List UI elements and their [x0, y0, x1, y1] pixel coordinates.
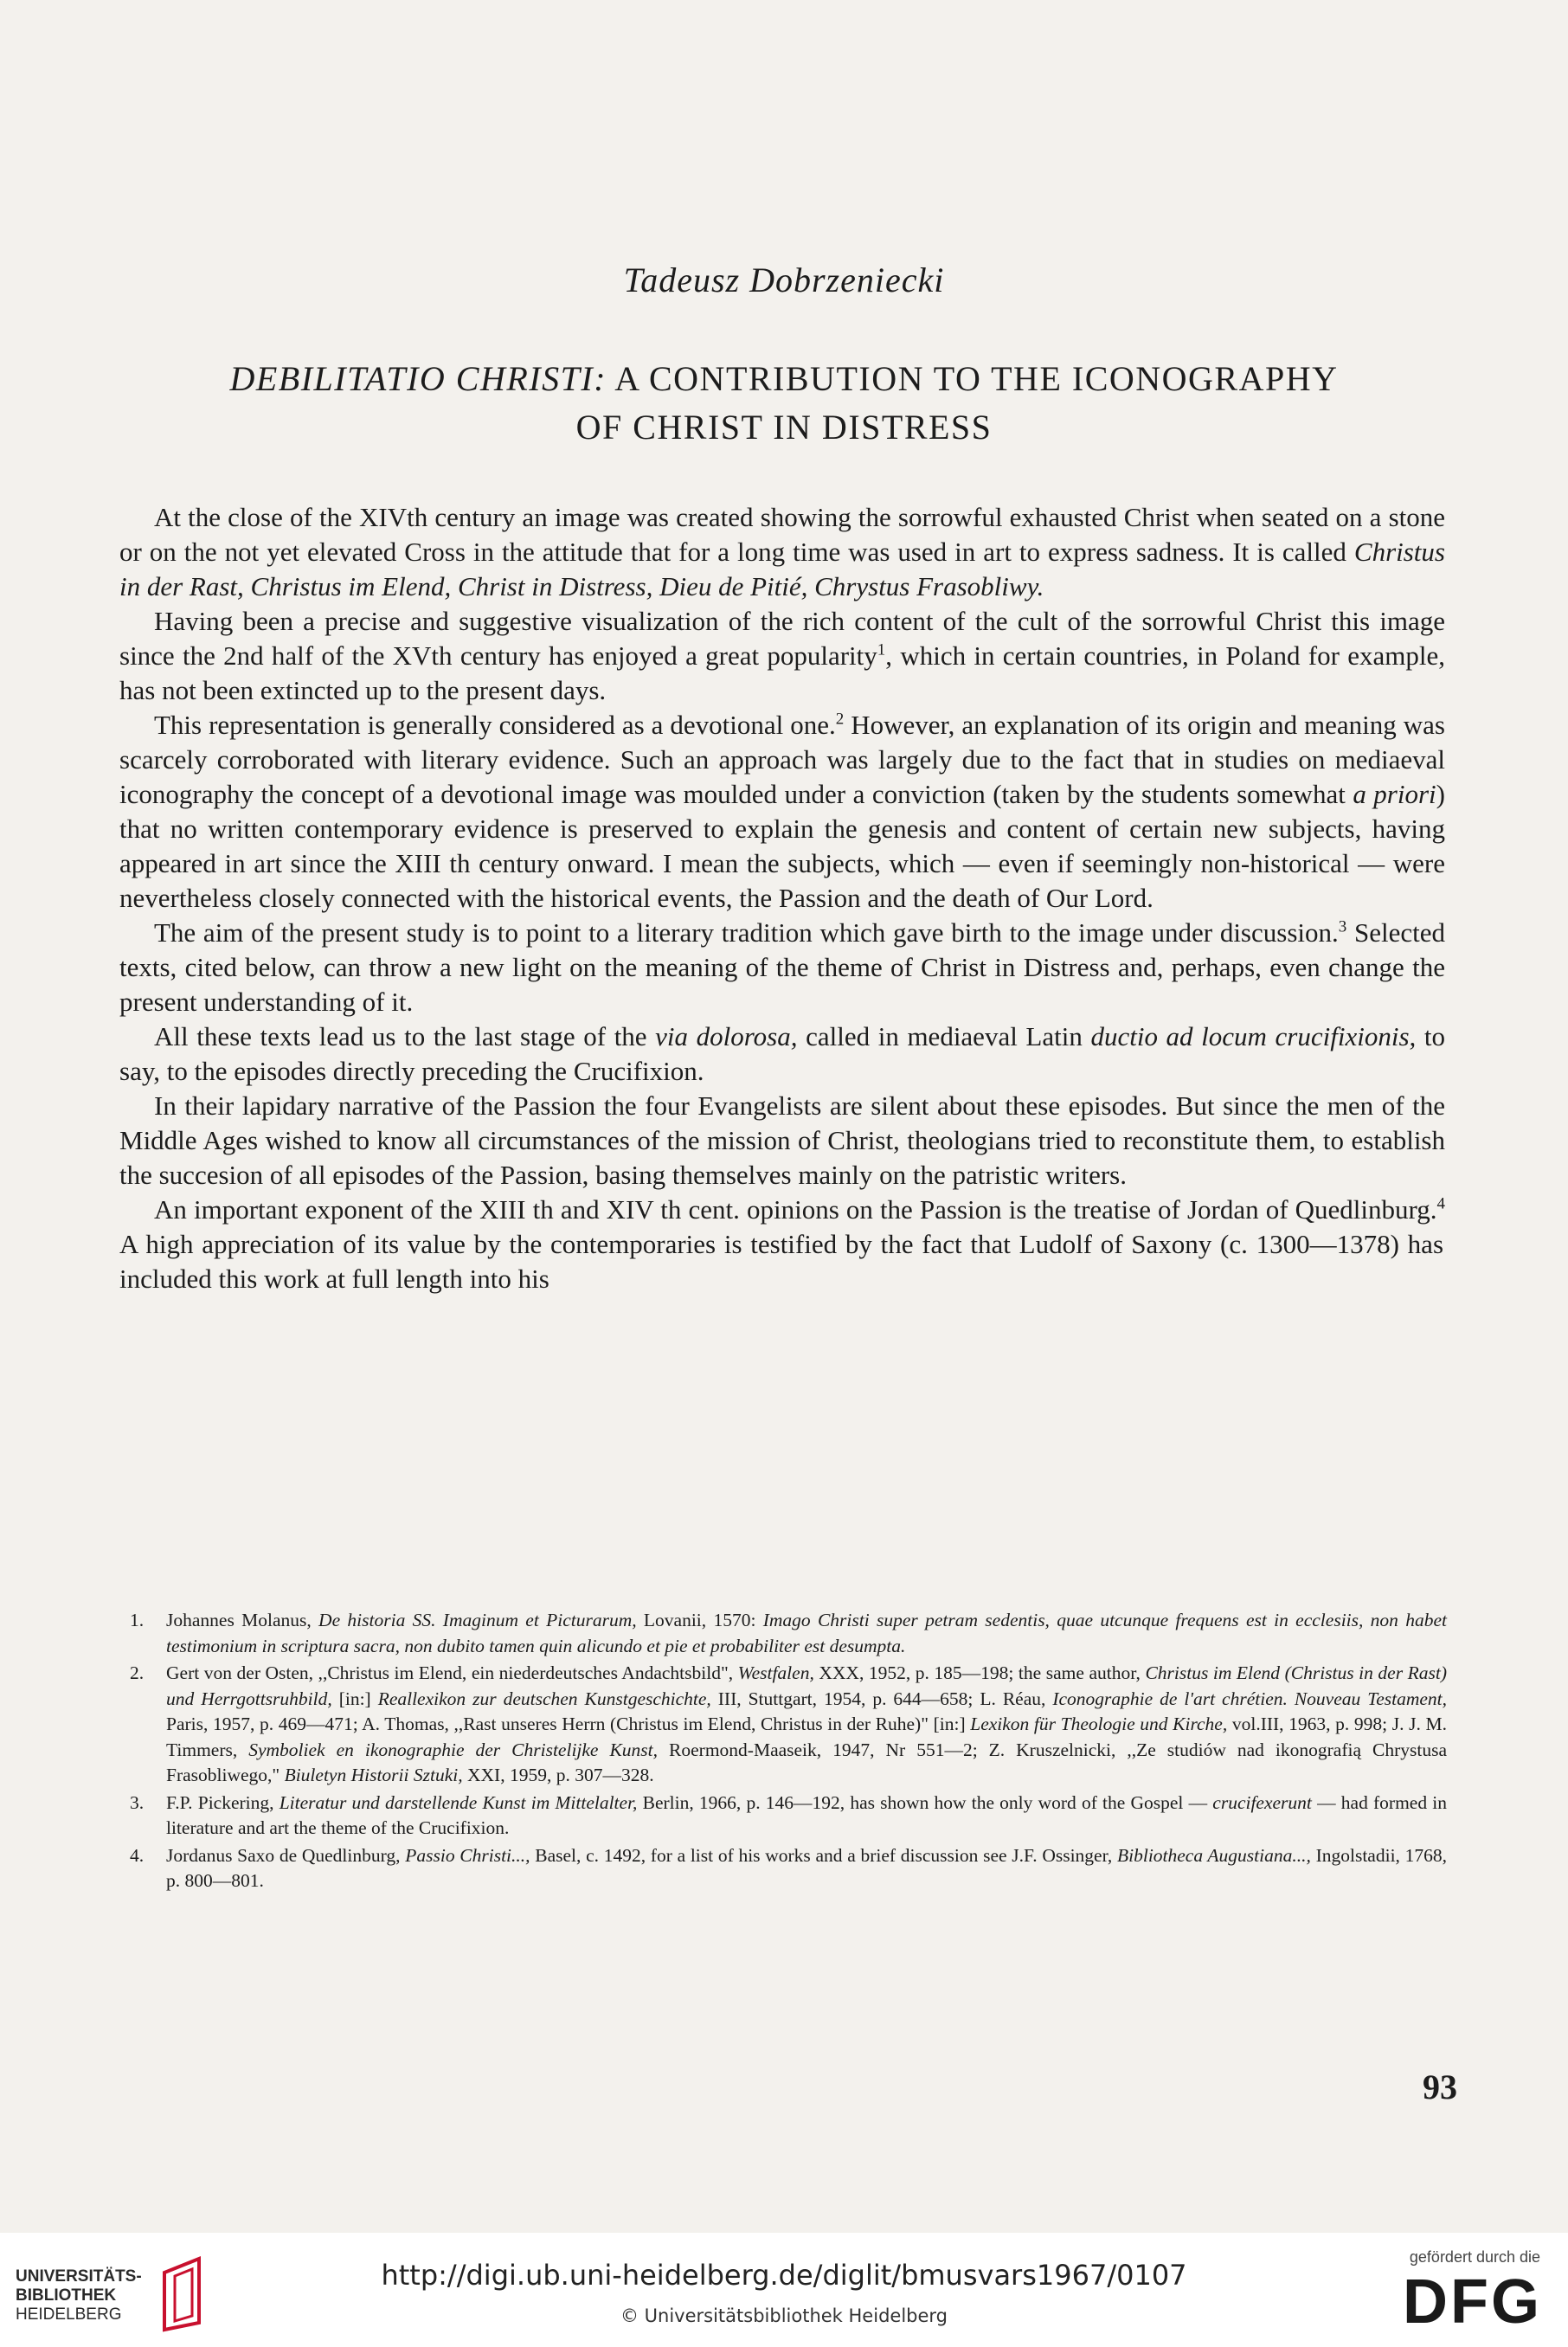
article-title [104, 355, 1464, 452]
digitization-footer [0, 2233, 1568, 2347]
footnote-italic: Biuletyn Historii Sztuki, [284, 1765, 463, 1785]
footnote-number: 3. [130, 1791, 145, 1813]
paragraph-text: A high appreciation of its value by the contemporaries is testified by the fact that Ludolf of Saxony (c. 1300—1378) has included this work at full length into his [119, 1229, 1444, 1294]
footnote-italic: Reallexikon zur deutschen Kunstgeschichte, [377, 1688, 711, 1709]
footnote-italic: Literatur und darstellende Kunst im Mittelalter, [279, 1791, 638, 1813]
footnote-italic: Iconographie de l'art chrétien. Nouveau Testament, [1052, 1688, 1447, 1709]
footnote-italic: De historia SS. Imaginum et Picturarum, [318, 1610, 637, 1630]
library-line-3: HEIDELBERG [16, 2305, 122, 2324]
footnote-text: Johannes Molanus, [166, 1610, 319, 1630]
footnote-ref: 2 [835, 710, 845, 729]
title-italic-part: DEBILITATIO CHRISTI: [229, 359, 607, 398]
paragraph-6 [119, 1089, 1445, 1193]
copyright-notice: © Universitätsbibliothek Heidelberg [620, 2305, 948, 2326]
footnote-text: Paris, 1957, p. 469—471; A. Thomas, ,,Rast unseres Herrn (Christus im Elend, Christus in der Ruhe)" [in:] [166, 1714, 971, 1734]
footnote-text: XXI, 1959, p. 307—328. [462, 1765, 654, 1785]
footnote-ref: 3 [1338, 917, 1347, 936]
footnote-text: Gert von der Osten, ,,Christus im Elend, ein niederdeutsches Andachtsbild", [166, 1662, 738, 1683]
library-line-1: UNIVERSITÄTS- [16, 2267, 142, 2286]
article-body [119, 500, 1445, 1296]
paragraph-text: At the close of the XIVth century an image was created showing the sorrowful exhausted Christ when seated on a stone or on the not yet elevated Cross in the attitude that for a long time was used in art to express sadness. It is called [119, 502, 1445, 567]
paragraph-text: to say, to the episodes directly preceding the Crucifixion. [119, 1021, 1445, 1086]
paragraph-italic: ductio ad locum crucifixionis, [1090, 1021, 1417, 1051]
footnote-text: F.P. Pickering, [166, 1791, 280, 1813]
footnote-number: 4. [130, 1844, 145, 1866]
author-name: Tadeusz Dobrzeniecki [623, 260, 945, 299]
paragraph-5 [119, 1019, 1445, 1089]
footnote-text: Jordanus Saxo de Quedlinburg, [166, 1844, 406, 1866]
footnotes [130, 1608, 1447, 1896]
paragraph-text: However, an explanation of its origin and meaning was scarcely corroborated with literary evidence. Such an approach was largely due to the fact that in studies on mediaeval iconography the concept of a devotional image was moulded under a conviction (taken by the students somewhat [119, 710, 1445, 809]
permalink-url[interactable]: http://digi.ub.uni-heidelberg.de/diglit/bmusvars1967/0107 [381, 2259, 1187, 2292]
paragraph-text: In their lapidary narrative of the Passion the four Evangelists are silent about these episodes. But since the men of the Middle Ages wished to know all circumstances of the mission of Christ, theologians tried to reconstitute them, to establish the succesion of all episodes of the Passion, basing themselves mainly on the patristic writers. [119, 1090, 1445, 1190]
funding-label: gefördert durch die [1409, 2248, 1540, 2266]
footnote-italic: crucifexerunt [1212, 1791, 1312, 1813]
paragraph-text: called in mediaeval Latin [797, 1021, 1091, 1051]
footnote-text: — had formed in literature and art the theme of the Crucifixion. [166, 1791, 1447, 1838]
footnote-text: Roermond-Maaseik, 1947, Nr 551—2; Z. Kruszelnicki, ,,Ze studiów nad ikonografią Chrystusa Frasobliwego," [166, 1739, 1447, 1785]
paragraph-text: The aim of the present study is to point to a literary tradition which gave birth to the image under discussion. [154, 917, 1339, 948]
paragraph-text: This representation is generally considered as a devotional one. [154, 710, 836, 740]
paragraph-1 [119, 500, 1445, 604]
paragraph-text: Having been a precise and suggestive visualization of the rich content of the cult of the sorrowful Christ this image since the 2nd half of the XVth century has enjoyed a great popularity [119, 606, 1445, 671]
paragraph-italic: via dolorosa, [655, 1021, 798, 1051]
paragraph-3 [119, 708, 1445, 916]
footnote-italic: Passio Christi..., [405, 1844, 530, 1866]
footnote-italic: Imago Christi super petram sedentis, quae utcunque frequens est in ecclesiis, non habet testimonium in scriptura sacra, non dubito tamen quin alicundo et pie et probabiliter est desumpta. [166, 1610, 1447, 1656]
footnote-text: Ingolstadii, 1768, p. 800—801. [166, 1844, 1448, 1891]
footnote-3 [130, 1791, 1447, 1842]
footnote-4 [130, 1843, 1447, 1894]
footnote-italic: Westfalen, [737, 1662, 814, 1683]
paragraph-text: Selected texts, cited below, can throw a new light on the meaning of the theme of Christ in Distress and, perhaps, even change the present understanding of it. [119, 917, 1445, 1017]
footnote-text: Berlin, 1966, p. 146—192, has shown how the only word of the Gospel — [637, 1791, 1213, 1813]
paragraph-7 [119, 1193, 1445, 1296]
title-line2: OF CHRIST IN DISTRESS [575, 408, 993, 447]
dfg-logo: DFG [1403, 2267, 1542, 2337]
footnote-italic: Christus im Elend (Christus in der Rast) und Herrgottsruhbild, [166, 1662, 1448, 1709]
paragraph-italic: a priori [1353, 779, 1436, 809]
footnote-1 [130, 1608, 1447, 1659]
paragraph-4 [119, 916, 1445, 1019]
paragraph-italic: Christus in der Rast, Christus im Elend, Christ in Distress, Dieu de Pitié, Chrystus Frasobliwy. [119, 537, 1445, 601]
paragraph-2 [119, 604, 1445, 708]
footnote-2 [130, 1661, 1447, 1789]
footnote-text: III, Stuttgart, 1954, p. 644—658; L. Réau, [710, 1688, 1053, 1709]
footnote-text: Basel, c. 1492, for a list of his works and a brief discussion see J.F. Ossinger, [530, 1844, 1117, 1866]
library-line-2: BIBLIOTHEK [16, 2286, 117, 2305]
footnote-ref: 4 [1436, 1194, 1445, 1213]
footnote-number: 1. [130, 1610, 145, 1630]
paragraph-text: An important exponent of the XIII th and XIV th cent. opinions on the Passion is the treatise of Jordan of Quedlinburg. [154, 1194, 1437, 1225]
title-line1-rest: A CONTRIBUTION TO THE ICONOGRAPHY [607, 359, 1339, 398]
footnote-text: Lovanii, 1570: [636, 1610, 763, 1630]
footnote-text: XXX, 1952, p. 185—198; the same author, [813, 1662, 1146, 1683]
paragraph-text: All these texts lead us to the last stage of the [154, 1021, 656, 1051]
footnote-italic: Bibliotheca Augustiana..., [1116, 1844, 1311, 1866]
page-number: 93 [1423, 2067, 1457, 2106]
footnote-text: [in:] [331, 1688, 378, 1709]
footnote-italic: Symboliek en ikonographie der Christelijke Kunst, [248, 1739, 659, 1760]
footnote-text: vol.III, 1963, p. 998; J. J. M. Timmers, [166, 1714, 1447, 1760]
footnote-number: 2. [130, 1662, 145, 1683]
footnote-italic: Lexikon für Theologie und Kirche, [970, 1714, 1228, 1734]
paragraph-text: , which in certain countries, in Poland for example, has not been extincted up to the present days. [119, 640, 1445, 705]
paragraph-text: ) that no written contemporary evidence is preserved to explain the genesis and content of certain new subjects, having appeared in art since the XIII th century onward. I mean the subjects, which — even if seemingly non-historical — were nevertheless closely connected with the historical events, the Passion and the death of Our Lord. [119, 779, 1445, 913]
footnote-ref: 1 [877, 640, 886, 659]
